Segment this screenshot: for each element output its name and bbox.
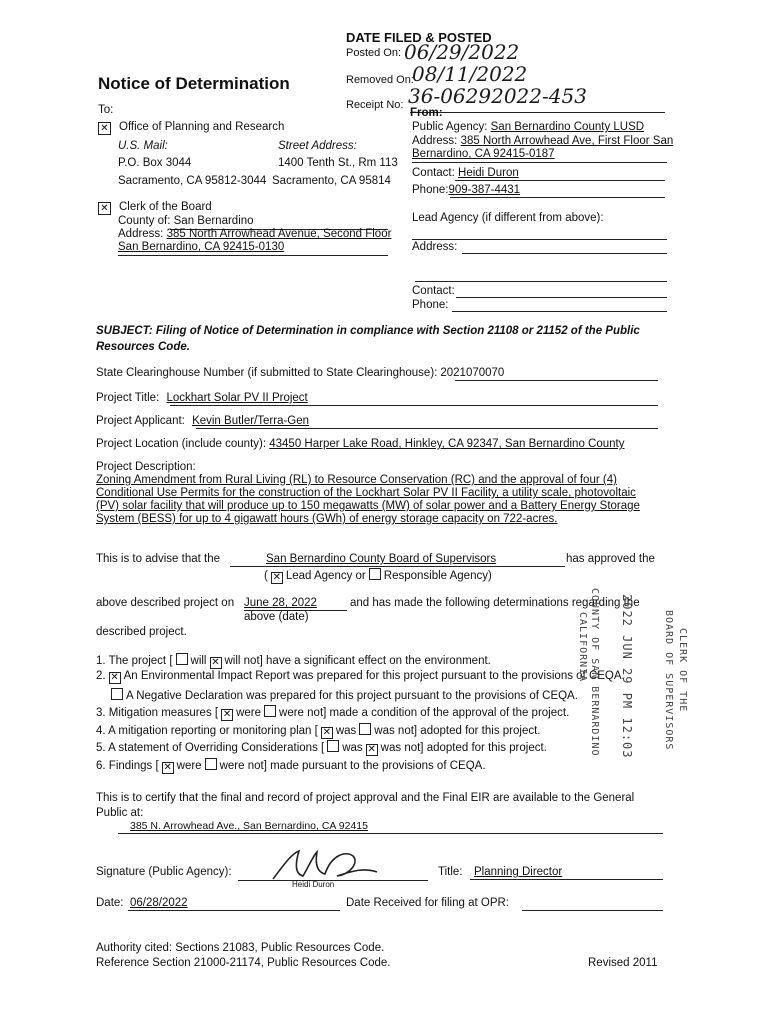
role-open: ( (264, 570, 268, 582)
lead-phone-line (452, 311, 667, 312)
determination-2b: A Negative Declaration was prepared for this project pursuant to the provisions of CEQA. (108, 688, 578, 702)
findings-were-checkbox[interactable] (162, 762, 174, 774)
opr-date-underline (522, 910, 663, 911)
receipt-label: Receipt No: (346, 99, 404, 111)
signer-title-underline (470, 879, 663, 880)
contact-underline (455, 180, 665, 181)
from-address-line2: Bernardino, CA 92415-0187 (412, 148, 555, 160)
posted-on-value: 06/29/2022 (404, 40, 520, 64)
eir-checkbox[interactable] (109, 672, 121, 684)
advise-line2-suffix: and has made the following determinations regarding the (350, 597, 640, 609)
agency-role-row (264, 568, 492, 584)
advise-prefix: This is to advise that the (96, 553, 221, 565)
street-address-label: Street Address: (278, 140, 357, 152)
title-label: Project Title: (96, 392, 160, 404)
opr-checkbox[interactable] (98, 122, 111, 135)
description-value: Zoning Amendment from Rural Living (RL) to Resource Conservation (RC) and the approval of four (4) Conditional Use Permits for the construction of the Lockhart Solar PV II Facility, a utility scale, photovoltaic (PV) solar facility that will produce up to 150 megawatts (MW) of solar power and a Battery Energy Storage System (BESS) for up to 4 gigawatt hours (GWh) of energy storage capacity on 722-acres. (96, 474, 640, 525)
title-row (96, 392, 308, 404)
advise-line3: described project. (96, 626, 187, 638)
signature-label: Signature (Public Agency): (96, 866, 232, 878)
phone-underline (450, 197, 665, 198)
overriding-was-checkbox[interactable] (327, 740, 339, 752)
sac-mail: Sacramento, CA 95812-3044 (118, 175, 267, 187)
determination-2: 2.✕ An Environmental Impact Report was prepared for this project pursuant to the provisions of CEQA. (96, 670, 625, 684)
lead-address-line (462, 253, 667, 254)
stamp-clerk: CLERK OF THE (677, 628, 688, 713)
po-box: P.O. Box 3044 (118, 157, 192, 169)
signer-name: Heidi Duron (292, 880, 335, 889)
signer-title: Planning Director (474, 866, 563, 878)
responsible-agency-option: Responsible Agency) (383, 570, 492, 582)
clerk-address-underline (118, 255, 388, 256)
clerk-address-line1: 385 North Arrowhead Avenue, Second Floor (166, 228, 392, 240)
determination-6: 6. Findings [✕ were were not] made pursuant to the provisions of CEQA. (96, 758, 486, 774)
agency-row (412, 121, 644, 133)
description-label: Project Description: (96, 461, 196, 473)
receipt-underline (410, 112, 665, 113)
authority-cited: Authority cited: Sections 21083, Public Resources Code. (96, 942, 385, 954)
location-value: 43450 Harper Lake Road, Hinkley, CA 92347, San Bernardino County (269, 438, 625, 450)
removed-on-value: 08/11/2022 (412, 62, 528, 86)
overriding-was-not-checkbox[interactable] (366, 744, 378, 756)
stamp-board: BOARD OF SUPERVISORS (663, 610, 674, 751)
us-mail-label: U.S. Mail: (118, 140, 168, 152)
lead-address-line2 (415, 281, 667, 282)
street-address: 1400 Tenth St., Rm 113 (278, 157, 398, 169)
determination-1: 1. The project [ will✕ will not] have a significant effect on the environment. (96, 653, 491, 669)
date-label: Date: (96, 897, 124, 909)
clerk-row (98, 201, 212, 215)
removed-on-label: Removed On: (346, 74, 414, 86)
applicant-row (96, 415, 309, 427)
opr-name: Office of Planning and Research (119, 121, 285, 133)
applicant-value: Kevin Butler/Terra-Gen (192, 415, 310, 427)
date-caption: above (date) (244, 611, 309, 623)
contact-label: Contact: (412, 167, 455, 179)
clerk-address-line2: San Bernardino, CA 92415-0130 (118, 241, 285, 253)
stamp-datetime: 2022 JUN 29 PM 12:03 (620, 594, 634, 759)
mitigation-were-checkbox[interactable] (221, 709, 233, 721)
sch-row (96, 367, 504, 379)
reference-section: Reference Section 21000-21174, Public Resources Code. (96, 957, 391, 969)
agency-value: San Bernardino County LUSD (490, 121, 645, 133)
lead-agency-checkbox[interactable] (271, 572, 283, 584)
receipt-value: 36-06292022-453 (408, 84, 587, 108)
from-address-row (412, 135, 673, 147)
contact-value: Heidi Duron (458, 167, 519, 179)
phone-label: Phone: (412, 184, 449, 196)
will-checkbox[interactable] (176, 653, 188, 665)
clerk-address-row (118, 228, 391, 240)
monitoring-was-not-checkbox[interactable] (359, 723, 371, 735)
mitigation-were-not-checkbox[interactable] (264, 705, 276, 717)
from-address-underline (412, 162, 667, 163)
will-not-checkbox[interactable] (210, 657, 222, 669)
certify-text: This is to certify that the final and record of project approval and the Final EIR are available to the General Public at: (96, 792, 635, 819)
lead-contact-line (456, 297, 667, 298)
county-row (118, 215, 254, 227)
location-row (96, 438, 624, 450)
applicant-label: Project Applicant: (96, 415, 185, 427)
clerk-checkbox[interactable] (98, 202, 111, 215)
determination-4: 4. A mitigation reporting or monitoring plan [✕ was was not] adopted for this project. (96, 723, 541, 739)
county-value: San Bernardino (173, 215, 254, 227)
from-label: From: (410, 107, 443, 119)
phone-row (412, 184, 520, 196)
lead-address-label: Address: (412, 241, 458, 253)
title-label-sig: Title: (438, 866, 463, 878)
clerk-title: Clerk of the Board (119, 201, 212, 213)
revised-year: Revised 2011 (588, 957, 658, 969)
clerk-address-label: Address: (118, 228, 164, 240)
monitoring-was-checkbox[interactable] (321, 727, 333, 739)
opr-row (98, 121, 284, 135)
certify-location: 385 N. Arrowhead Ave., San Bernardino, CA 92415 (130, 820, 368, 832)
approval-date: June 28, 2022 (244, 597, 317, 609)
agency-label: Public Agency: (412, 121, 488, 133)
to-label: To: (98, 104, 114, 116)
lead-agency-label: Lead Agency (if different from above): (412, 212, 604, 224)
opr-date-label: Date Received for filing at OPR: (346, 897, 509, 909)
lead-agency-line (412, 239, 667, 240)
location-label: Project Location (include county): (96, 438, 267, 450)
date-filed-title: DATE FILED & POSTED (346, 30, 492, 45)
determination-3: 3. Mitigation measures [✕ were were not] made a condition of the approval of the project. (96, 705, 569, 721)
sch-label: State Clearinghouse Number (if submitted to State Clearinghouse): (96, 367, 438, 379)
lead-phone-label: Phone: (412, 299, 449, 311)
date-underline (128, 910, 340, 911)
findings-were-not-checkbox[interactable] (205, 758, 217, 770)
county-label: County of: (118, 215, 171, 227)
advise-line2-prefix: above described project on (96, 597, 235, 609)
stamp-state: CALIFORNIA (577, 612, 588, 683)
sch-underline (455, 380, 658, 381)
sch-value: 2021070070 (440, 367, 505, 379)
from-address-line1: 385 North Arrowhead Ave, First Floor San (460, 135, 674, 147)
title-underline (170, 405, 658, 406)
subject: SUBJECT: Filing of Notice of Determination in compliance with Section 21108 or 21152 of the Public Resources Code. (96, 325, 640, 353)
stamp-county: COUNTY OF SAN BERNARDINO (589, 588, 600, 757)
lead-contact-label: Contact: (412, 285, 455, 297)
responsible-agency-checkbox[interactable] (369, 568, 381, 580)
title-value: Lockhart Solar PV II Project (166, 392, 308, 404)
negative-declaration-checkbox[interactable] (111, 688, 123, 700)
applicant-underline (196, 428, 658, 429)
lead-agency-option: Lead Agency or (285, 570, 366, 582)
phone-value: 909-387-4431 (448, 184, 521, 196)
posted-on-label: Posted On: (346, 47, 402, 59)
from-address-label: Address: (412, 135, 458, 147)
sac-street: Sacramento, CA 95814 (272, 175, 391, 187)
advise-agency-underline (230, 566, 565, 567)
advise-agency: San Bernardino County Board of Supervisors (266, 553, 497, 565)
determination-5: 5. A statement of Overriding Considerations [ was✕ was not] adopted for this project. (96, 740, 547, 756)
doc-title: Notice of Determination (98, 74, 290, 93)
contact-row (412, 167, 519, 179)
certify-underline (118, 833, 663, 834)
advise-suffix: has approved the (566, 553, 655, 565)
signature-stroke (273, 851, 377, 879)
date-value: 06/28/2022 (130, 897, 188, 909)
